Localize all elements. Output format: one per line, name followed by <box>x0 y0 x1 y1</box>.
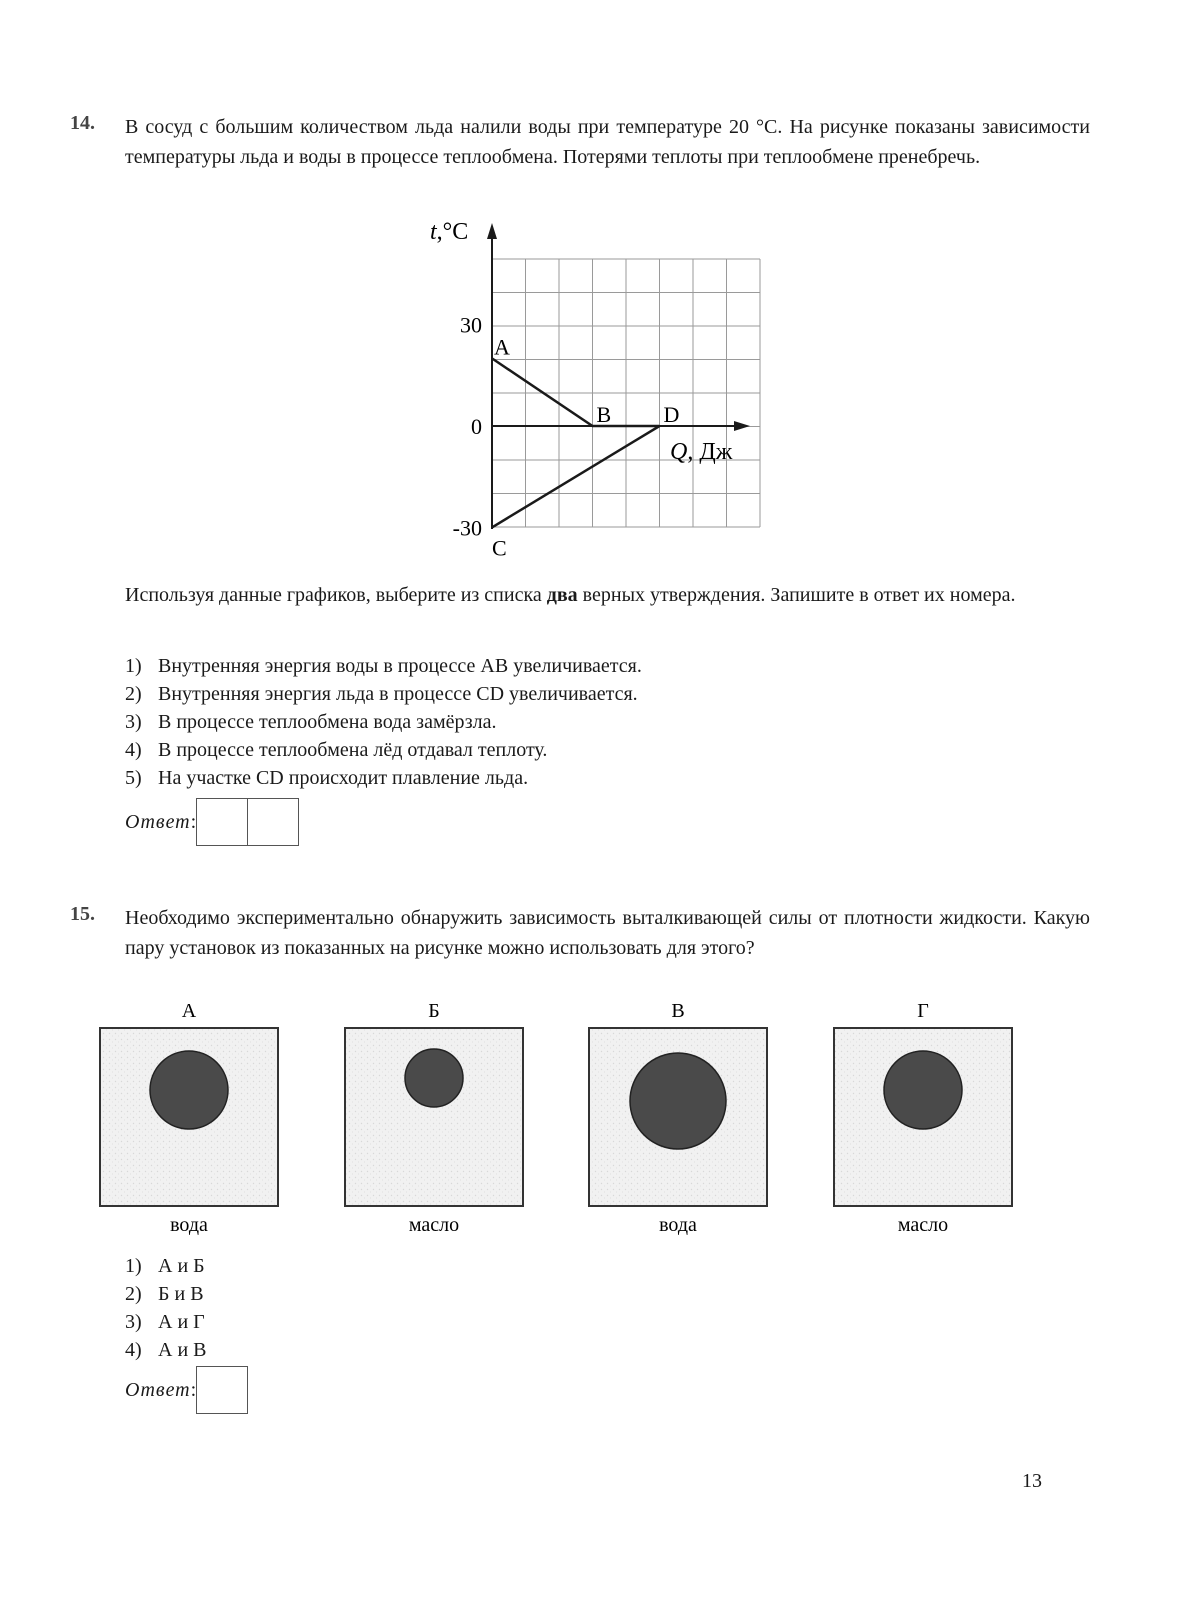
page-number: 13 <box>1022 1470 1042 1492</box>
option-item <box>125 1308 207 1336</box>
graph-axes <box>487 223 750 529</box>
option-text: На участке CD происходит плавление льда. <box>158 767 529 789</box>
setup-2 <box>345 1000 523 1236</box>
liquid-container <box>100 1028 278 1206</box>
task-14-instruction <box>125 580 1090 610</box>
graph-grid <box>492 259 760 527</box>
x-axis-label: Q, Дж <box>670 439 733 465</box>
setup-4 <box>834 1000 1012 1236</box>
answer-label: Ответ <box>125 1378 191 1401</box>
setup-letter: А <box>181 1000 197 1022</box>
option-number: 3) <box>125 1311 142 1333</box>
task-14-options <box>125 652 642 792</box>
submerged-body <box>630 1053 726 1149</box>
task-15-text: Необходимо экспериментально обнаружить зависимость выталкивающей силы от плотности жидкости. Какую пару установок из показанных на рисунке можно использовать для этого? <box>125 907 1090 959</box>
y-axis-label: t,°С <box>430 219 469 245</box>
option-number: 3) <box>125 711 142 733</box>
option-number: 4) <box>125 739 142 761</box>
y-tick-label: 30 <box>460 312 482 338</box>
point-label: C <box>492 535 507 560</box>
option-number: 1) <box>125 1255 142 1277</box>
liquid-label: масло <box>897 1214 949 1236</box>
answer-box[interactable] <box>196 1366 248 1414</box>
option-text: А и Г <box>158 1311 205 1333</box>
task-15-answer: Ответ : <box>125 1366 248 1414</box>
option-item <box>125 708 642 736</box>
liquid-label: вода <box>170 1214 208 1236</box>
y-axis-arrow <box>487 223 497 239</box>
option-number: 2) <box>125 683 142 705</box>
setup-1 <box>100 1000 278 1236</box>
answer-cell[interactable] <box>197 1367 247 1413</box>
graph-labels <box>430 219 733 560</box>
task-15-options <box>125 1252 207 1364</box>
y-tick-label: -30 <box>452 515 482 541</box>
option-number: 5) <box>125 767 142 789</box>
option-text: Внутренняя энергия воды в процессе АВ увеличивается. <box>158 655 642 677</box>
liquid-label: вода <box>659 1214 697 1236</box>
graph-series <box>492 358 660 527</box>
task-15-number: 15. <box>70 903 95 925</box>
option-item <box>125 1280 207 1308</box>
answer-cell[interactable] <box>248 799 298 845</box>
option-item <box>125 680 642 708</box>
setup-letter: В <box>671 1000 685 1022</box>
option-item <box>125 1336 207 1364</box>
answer-box[interactable] <box>196 798 299 846</box>
temperature-heat-graph <box>430 215 770 560</box>
submerged-body <box>405 1049 463 1107</box>
option-text: Внутренняя энергия льда в процессе CD увеличивается. <box>158 683 638 705</box>
option-number: 2) <box>125 1283 142 1305</box>
setup-letter: Г <box>917 1000 929 1022</box>
liquid-label: масло <box>408 1214 460 1236</box>
liquid-container <box>345 1028 523 1206</box>
answer-label: Ответ <box>125 810 191 833</box>
option-text: В процессе теплообмена вода замёрзла. <box>158 711 497 733</box>
y-tick-label: 0 <box>471 414 482 439</box>
task-14-number: 14. <box>70 112 95 134</box>
point-label: B <box>596 402 612 427</box>
option-item <box>125 1252 207 1280</box>
point-label: A <box>494 334 510 360</box>
task-14-text: В сосуд с большим количеством льда налили воды при температуре 20 °С. На рисунке показаны зависимости температуры льда и воды в процессе теплообмена. Потерями теплоты при теплообмене пренебречь. <box>125 116 1090 168</box>
option-item <box>125 652 642 680</box>
submerged-body <box>884 1051 962 1129</box>
option-number: 4) <box>125 1339 142 1361</box>
option-item <box>125 764 642 792</box>
option-text: А и В <box>158 1339 207 1361</box>
series-line-1 <box>492 426 660 527</box>
submerged-body <box>150 1051 228 1129</box>
option-text: В процессе теплообмена лёд отдавал теплоту. <box>158 739 548 761</box>
x-axis-arrow <box>734 421 750 431</box>
answer-cell[interactable] <box>197 799 248 845</box>
instruction-bold-word: два <box>546 584 578 606</box>
setup-letter: Б <box>428 1000 440 1022</box>
instruction-part-2: верных утверждения. Запишите в ответ их номера. <box>577 584 1016 606</box>
option-text: А и Б <box>158 1255 205 1277</box>
liquid-container <box>589 1028 767 1206</box>
option-text: Б и В <box>158 1283 204 1305</box>
series-line-0 <box>492 358 660 426</box>
task-14-answer: Ответ : <box>125 798 299 846</box>
point-label: D <box>663 402 680 427</box>
setup-group <box>100 1000 1012 1236</box>
option-number: 1) <box>125 655 142 677</box>
liquid-container <box>834 1028 1012 1206</box>
instruction-part-1: Используя данные графиков, выберите из списка <box>125 584 547 606</box>
setup-3 <box>589 1000 767 1236</box>
option-item <box>125 736 642 764</box>
